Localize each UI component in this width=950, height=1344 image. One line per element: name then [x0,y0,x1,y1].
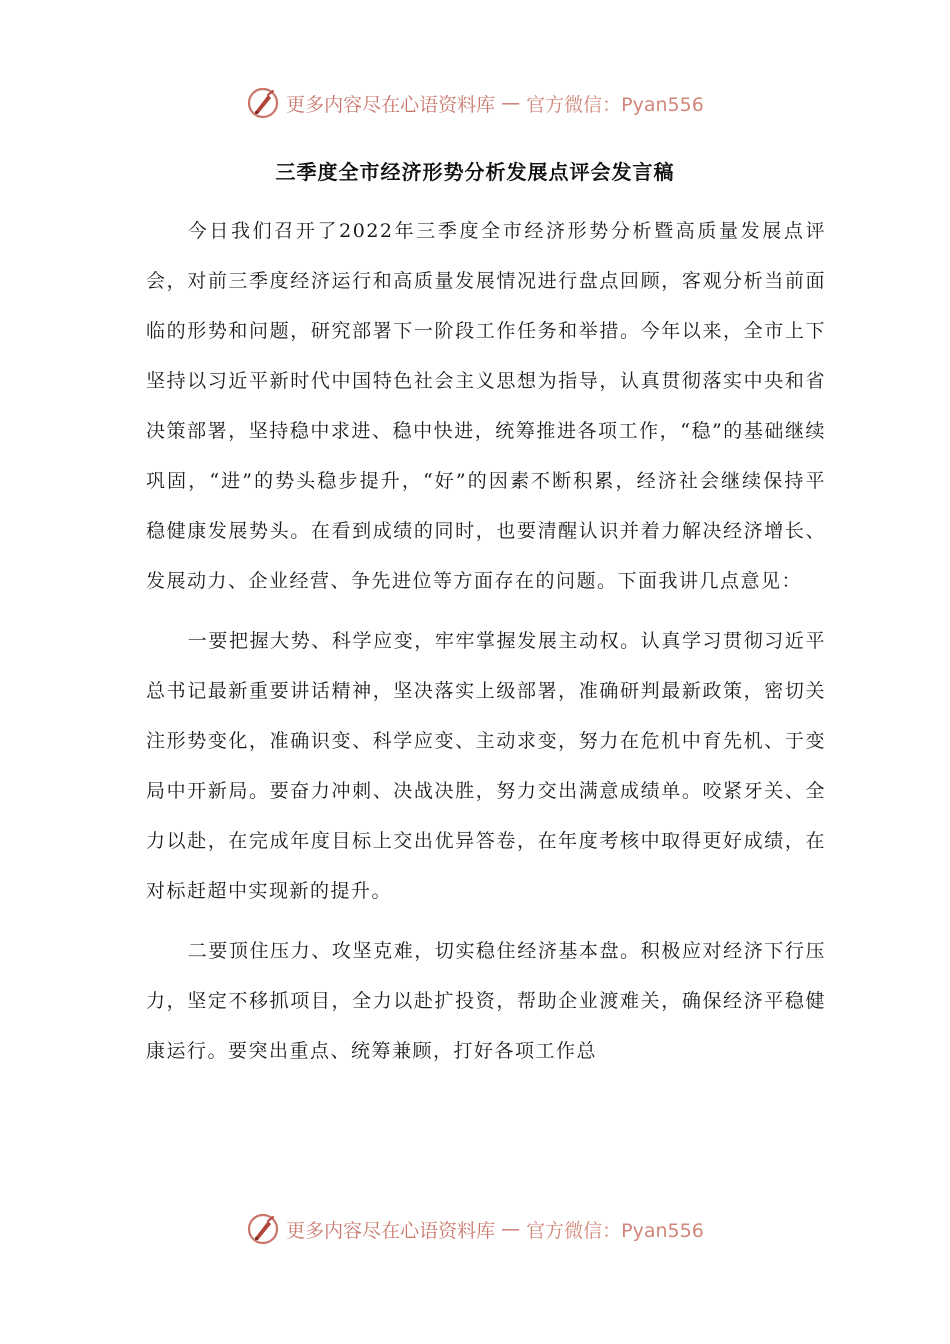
watermark-header [0,86,950,120]
paragraph-point-one: 一要把握大势、科学应变，牢牢掌握发展主动权。认真学习贯彻习近平总书记最新重要讲话精神，坚决落实上级部署，准确研判最新政策，密切关注形势变化，准确识变、科学应变、主动求变，努力在危机中育先机、于变局中开新局。要奋力冲刺、决战决胜，努力交出满意成绩单。咬紧牙关、全力以赴，在完成年度目标上交出优异答卷，在年度考核中取得更好成绩，在对标赶超中实现新的提升。 [146,630,826,902]
watermark-wechat: 官方微信：Pyan556 [526,1219,704,1242]
watermark-separator: — [501,1218,521,1240]
watermark-brand: 更多内容尽在心语资料库 [286,93,496,116]
quill-pen-circle-icon [246,1212,280,1246]
watermark-footer [0,1212,950,1246]
paragraph-intro: 今日我们召开了2022年三季度全市经济形势分析暨高质量发展点评会，对前三季度经济运行和高质量发展情况进行盘点回顾，客观分析当前面临的形势和问题，研究部署下一阶段工作任务和举措。今年以来，全市上下坚持以习近平新时代中国特色社会主义思想为指导，认真贯彻落实中央和省决策部署，坚持稳中求进、稳中快进，统筹推进各项工作，“稳”的基础继续巩固，“进”的势头稳步提升，“好”的因素不断积累，经济社会继续保持平稳健康发展势头。在看到成绩的同时，也要清醒认识并着力解决经济增长、发展动力、企业经营、争先进位等方面存在的问题。下面我讲几点意见： [146,220,826,592]
document-body [146,206,826,1086]
document-title: 三季度全市经济形势分析发展点评会发言稿 [275,160,675,184]
watermark-brand: 更多内容尽在心语资料库 [286,1219,496,1242]
watermark-wechat: 官方微信：Pyan556 [526,93,704,116]
quill-pen-circle-icon [246,86,280,120]
paragraph-point-two: 二要顶住压力、攻坚克难，切实稳住经济基本盘。积极应对经济下行压力，坚定不移抓项目，全力以赴扩投资，帮助企业渡难关，确保经济平稳健康运行。要突出重点、统筹兼顾，打好各项工作总 [146,940,826,1062]
watermark-separator: — [501,92,521,114]
